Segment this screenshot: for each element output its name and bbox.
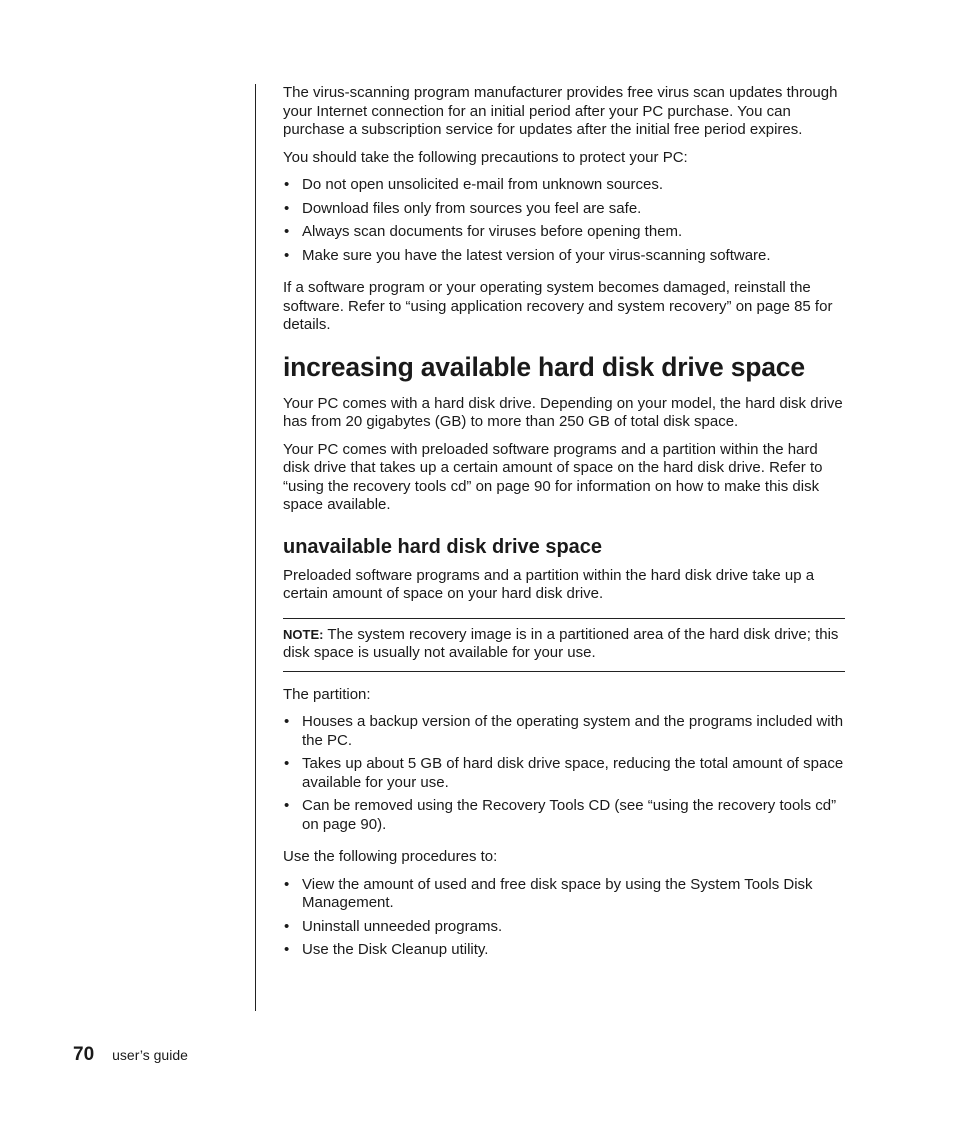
list-item: • Use the Disk Cleanup utility. [284, 941, 489, 958]
note-text [283, 626, 845, 663]
page-number: 70 [73, 1044, 95, 1065]
note-label: NOTE: [283, 626, 324, 642]
list-item: • Houses a backup version of the operating system and the programs included with the PC. [284, 713, 844, 749]
section-paragraph-2: Your PC comes with preloaded software programs and a partition within the hard disk drive that takes up a certain amount of space on the hard disk drive. Refer to “using the recovery tools cd” on page 90 for information on how to make this disk space available. [283, 440, 823, 513]
intro-paragraph-2: You should take the following precautions to protect your PC: [283, 148, 688, 166]
list-item: • Do not open unsolicited e-mail from unknown sources. [284, 176, 664, 193]
page-content [283, 84, 845, 965]
bullet-icon: • [284, 199, 290, 217]
note-box [283, 618, 845, 672]
bullet-icon: • [284, 941, 290, 958]
bullet-icon: • [284, 755, 290, 772]
list-item: • View the amount of used and free disk space by using the System Tools Disk Management. [284, 875, 813, 911]
list-item: • Uninstall unneeded programs. [284, 917, 503, 935]
bullet-icon: • [284, 223, 290, 240]
note-body: The system recovery image is in a partitioned area of the hard disk drive; this disk space is usually not available for your use. [283, 625, 839, 661]
list-item: • Make sure you have the latest version of your virus-scanning software. [284, 246, 771, 264]
margin-rule [255, 84, 256, 1011]
subsection-paragraph-1: Preloaded software programs and a partition within the hard disk drive take up a certain amount of space on your hard disk drive. [283, 566, 815, 602]
procedures-lead: Use the following procedures to: [283, 848, 498, 865]
bullet-icon: • [284, 917, 290, 935]
intro-paragraph-3: If a software program or your operating system becomes damaged, reinstall the software. Refer to “using application recovery and system recovery” on page 85 for details. [283, 279, 833, 333]
bullet-icon: • [284, 176, 290, 193]
procedures-list [283, 876, 845, 960]
list-item: • Download files only from sources you feel are safe. [284, 199, 642, 217]
section-heading: increasing available hard disk drive space [283, 351, 805, 382]
list-item: • Can be removed using the Recovery Tools CD (see “using the recovery tools cd” on page 90). [284, 797, 837, 833]
subsection-heading: unavailable hard disk drive space [283, 535, 603, 558]
partition-lead: The partition: [283, 685, 371, 703]
partition-list [283, 713, 845, 834]
bullet-icon: • [284, 875, 290, 893]
list-item: • Takes up about 5 GB of hard disk drive space, reducing the total amount of space available for your use. [284, 755, 844, 791]
guide-title: user’s guide [112, 1047, 188, 1063]
precautions-list [283, 176, 845, 265]
intro-paragraph-1: The virus-scanning program manufacturer provides free virus scan updates through your Internet connection for an initial period after your PC purchase. You can purchase a subscription service for updates after the initial free period expires. [283, 84, 838, 138]
bullet-icon: • [284, 797, 290, 814]
page-footer [73, 1044, 188, 1066]
bullet-icon: • [284, 246, 290, 264]
section-paragraph-1: Your PC comes with a hard disk drive. Depending on your model, the hard disk drive has from 20 gigabytes (GB) to more than 250 GB of total disk space. [283, 394, 843, 430]
bullet-icon: • [284, 713, 290, 730]
list-item: • Always scan documents for viruses before opening them. [284, 223, 683, 240]
